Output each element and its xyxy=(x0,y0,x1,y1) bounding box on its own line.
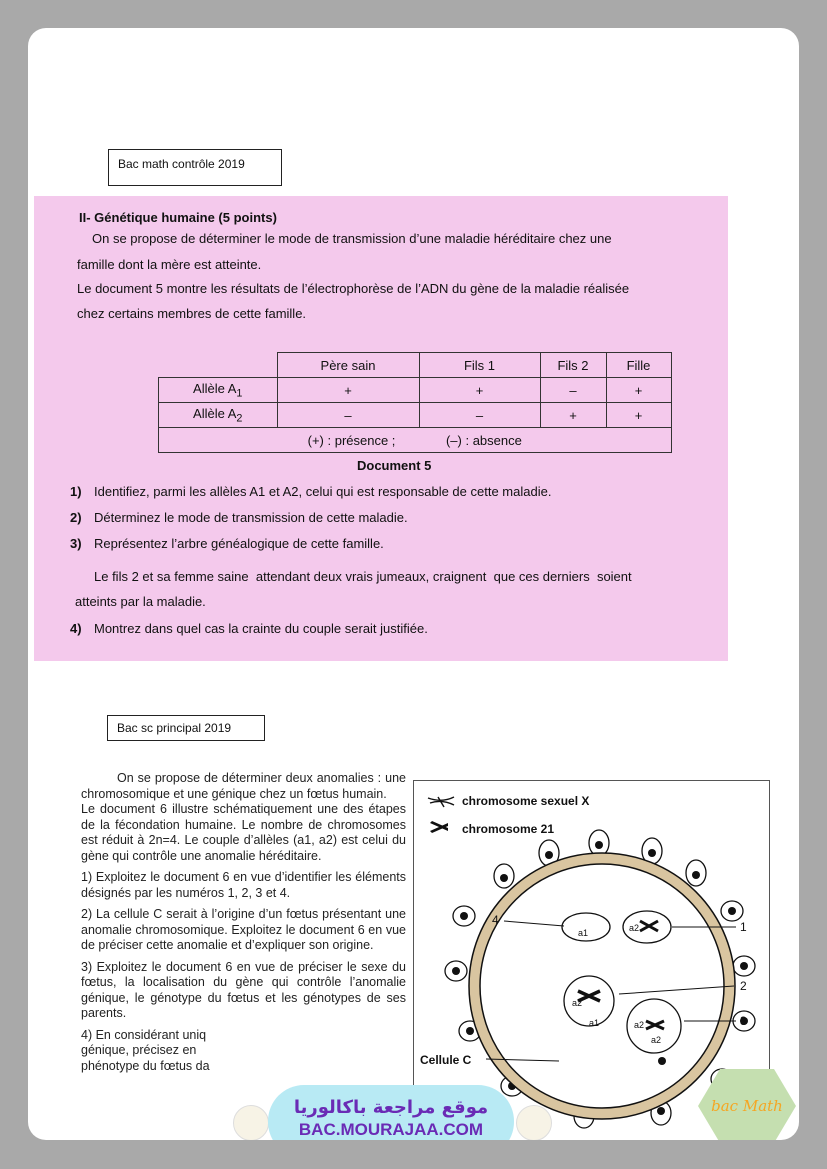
question-4: 4) Montrez dans quel cas la crainte du couple serait justifiée. xyxy=(70,621,428,636)
question: 3) Exploitez le document 6 en vue de préciser le sexe du fœtus, la localisation du gène qui contrôle l’anomalie génique, le génotype du fœtus et les génotypes de ses parents. xyxy=(81,959,406,1020)
allele-label: a2 xyxy=(572,998,583,1008)
row-label: Allèle $A_1$ xyxy=(159,378,278,403)
question: 2) La cellule C serait à l’origine d’un fœtus présentant une anomalie chromosomique. Exploitez le document 6 en vue de préciser cette anomalie et d’expliquer son origine. xyxy=(81,907,406,952)
table-legend: (+) : présence ; (–) : absence xyxy=(159,428,672,453)
paragraph: Le document 6 illustre schématiquement une des étapes de la fécondation humaine. Le nombre de chromosomes est réduit à 2n=4. Le couple d’allèles (a1, a2) est celui du gène qui contrôle une anomalie héréditaire. xyxy=(81,802,406,863)
table-cell: + xyxy=(606,403,671,428)
number-label: 3 xyxy=(740,1014,747,1028)
banner-coin-right xyxy=(516,1105,552,1140)
table-cell: + xyxy=(606,378,671,403)
paragraph: On se propose de déterminer deux anomalies : une chromosomique et une génique chez un fœtus humain. xyxy=(81,771,406,801)
exercise-genetics-block xyxy=(34,196,728,661)
question-2: 2) Déterminez le mode de transmission de cette maladie. xyxy=(70,510,408,525)
table-row xyxy=(159,378,672,403)
number-label: 1 xyxy=(740,920,747,934)
question-1: 1) Identifiez, parmi les allèles A1 et A2, celui qui est responsable de cette maladie. xyxy=(70,484,552,499)
allele-label: a1 xyxy=(578,928,589,938)
table-header: Fils 1 xyxy=(419,353,540,378)
allele-label: a1 xyxy=(589,1018,600,1028)
legend-x-text: chromosome sexuel X xyxy=(462,794,590,808)
table-cell: + xyxy=(540,403,606,428)
cell-c-label: Cellule C xyxy=(420,1053,472,1067)
question: 1) Exploitez le document 6 en vue d’identifier les éléments désignés par les numéros 1, 2, 3 et 4. xyxy=(81,870,406,900)
intro-line-3: Le document 5 montre les résultats de l’électrophorèse de l’ADN du gène de la maladie réalisée xyxy=(77,281,630,296)
exercise-anomalies-text xyxy=(81,771,406,1074)
table-header: Fils 2 xyxy=(540,353,606,378)
intro-line-1: On se propose de déterminer le mode de transmission d’une maladie héréditaire chez une xyxy=(92,231,612,246)
allele-label: a2 xyxy=(634,1020,645,1030)
logo-text: bac Math xyxy=(711,1097,783,1115)
table-cell: – xyxy=(277,403,419,428)
intro-line-4: chez certains membres de cette famille. xyxy=(77,306,307,321)
number-label: 2 xyxy=(740,979,747,993)
table-header: Père sain xyxy=(277,353,419,378)
table-cell: – xyxy=(419,403,540,428)
chromosome-x-icon xyxy=(428,797,454,807)
legend-21-text: chromosome 21 xyxy=(462,822,555,836)
number-label: 4 xyxy=(492,913,499,927)
document-page xyxy=(28,28,799,1140)
intro-line-2: famille dont la mère est atteinte. xyxy=(77,257,262,272)
electrophoresis-table xyxy=(158,352,672,453)
question-3: 3) Représentez l’arbre généalogique de cette famille. xyxy=(70,536,384,551)
banner-coin-left xyxy=(233,1105,269,1140)
document-caption: Document 5 xyxy=(357,458,432,473)
table-row xyxy=(159,403,672,428)
bac-math-logo xyxy=(698,1067,796,1140)
table-header: Fille xyxy=(606,353,671,378)
twins-line-2: atteints par la maladie. xyxy=(75,594,206,609)
banner-site-link[interactable]: BAC.MOURAJAA.COM xyxy=(298,1120,484,1139)
chromosome-21-icon xyxy=(430,821,448,833)
section-label-text: Bac math contrôle 2019 xyxy=(118,157,245,171)
twins-line-1: Le fils 2 et sa femme saine attendant deux vrais jumeaux, craignent que ces derniers soient xyxy=(94,569,632,584)
allele-label: a2 xyxy=(651,1035,662,1045)
section-label-text: Bac sc principal 2019 xyxy=(117,721,232,735)
banner-arabic-text: موقع مراجعة باكالوريا xyxy=(293,1097,489,1118)
site-banner[interactable] xyxy=(268,1085,514,1140)
section-label-math xyxy=(108,149,282,186)
exercise-title: II- Génétique humaine (5 points) xyxy=(79,210,277,225)
section-label-sc xyxy=(107,715,265,741)
question: 4) En considérant uniq génique, précisez en phénotype du fœtus da xyxy=(81,1027,210,1073)
allele-label: a2 xyxy=(629,923,640,933)
table-cell: – xyxy=(540,378,606,403)
table-cell: + xyxy=(277,378,419,403)
table-row xyxy=(159,428,672,453)
row-label: Allèle $A_2$ xyxy=(159,403,278,428)
table-cell: + xyxy=(419,378,540,403)
